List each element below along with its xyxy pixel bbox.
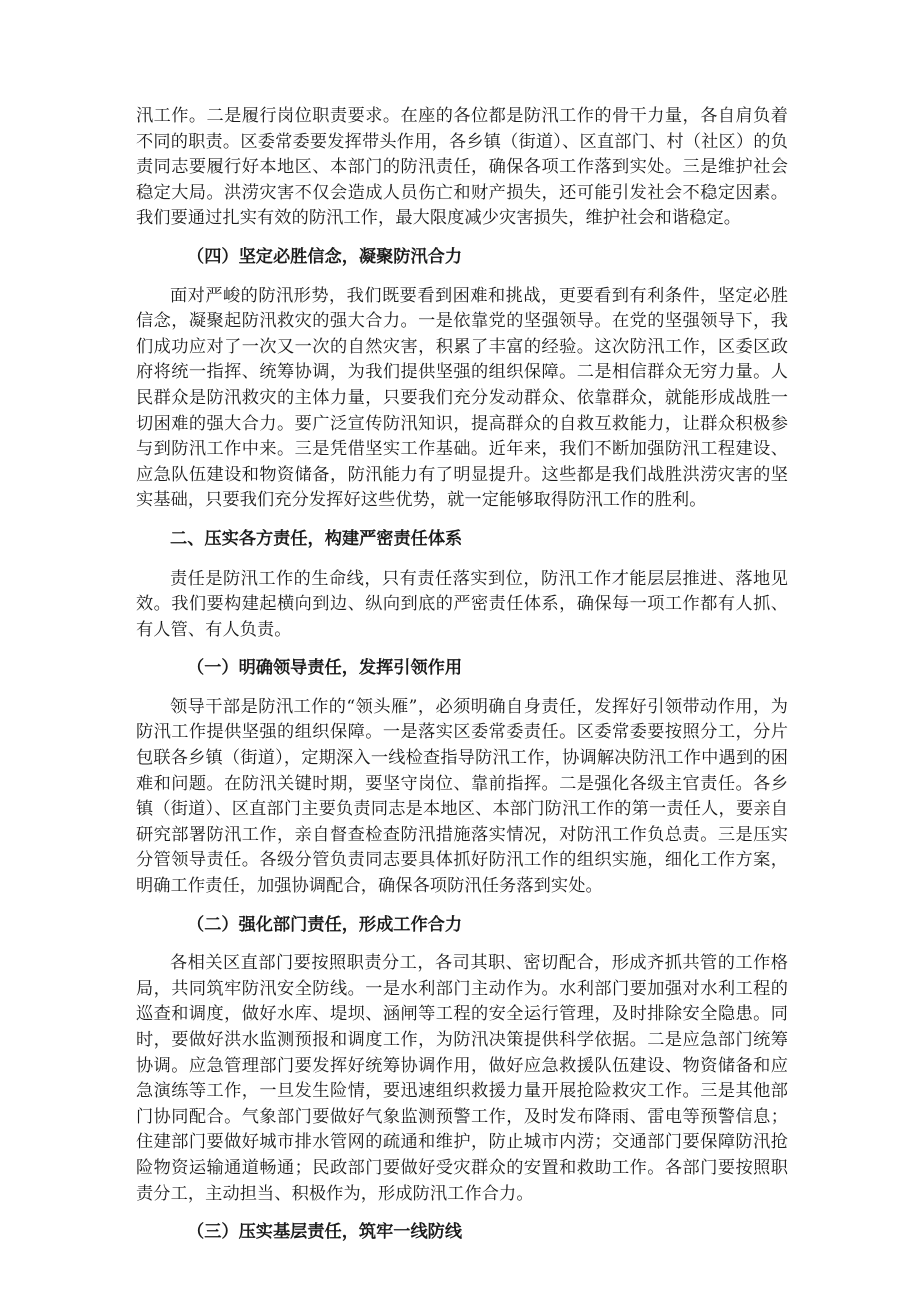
chapter-heading: 二、压实各方责任，构建严密责任体系 (170, 528, 463, 549)
section-heading: （四）坚定必胜信念，凝聚防汛合力 (187, 246, 463, 267)
body-paragraph: 领导干部是防汛工作的“领头雁”，必须明确自身责任，发挥好引领带动作用，为防汛工作提供坚强的组织保障。一是落实区委常委责任。区委常委要按照分工，分片包联各乡镇（街道），定期深入一线检查指导防汛工作，协调解决防汛工作中遇到的困难和问题。在防汛关键时期，要坚守岗位、靠前指挥。二是强化各级主官责任。各乡镇（街道）、区直部门主要负责同志是本地区、本部门防汛工作的第一责任人，要亲自研究部署防汛工作，亲自督查检查防汛措施落实情况，对防汛工作负总责。三是压实分管领导责任。各级分管负责同志要具体抓好防汛工作的组织实施，细化工作方案，明确工作责任，加强协调配合，确保各项防汛任务落到实处。 (136, 696, 788, 897)
body-paragraph: 责任是防汛工作的生命线，只有责任落实到位，防汛工作才能层层推进、落地见效。我们要构建起横向到边、纵向到底的严密责任体系，确保每一项工作都有人抓、有人管、有人负责。 (136, 568, 788, 640)
section-heading: （一）明确领导责任，发挥引领作用 (187, 658, 463, 679)
section-heading: （二）强化部门责任，形成工作合力 (187, 914, 463, 935)
body-paragraph: 汛工作。二是履行岗位职责要求。在座的各位都是防汛工作的骨干力量，各自肩负着不同的职责。区委常委要发挥带头作用，各乡镇（街道）、区直部门、村（社区）的负责同志要履行好本地区、本部门的防汛责任，确保各项工作落到实处。三是维护社会稳定大局。洪涝灾害不仅会造成人员伤亡和财产损失，还可能引发社会不稳定因素。我们要通过扎实有效的防汛工作，最大限度减少灾害损失，维护社会和谐稳定。 (136, 106, 788, 229)
body-paragraph: 面对严峻的防汛形势，我们既要看到困难和挑战，更要看到有利条件，坚定必胜信念，凝聚起防汛救灾的强大合力。一是依靠党的坚强领导。在党的坚强领导下，我们成功应对了一次又一次的自然灾害，积累了丰富的经验。这次防汛工作，区委区政府将统一指挥、统筹协调，为我们提供坚强的组织保障。二是相信群众无穷力量。人民群众是防汛救灾的主体力量，只要我们充分发动群众、依靠群众，就能形成战胜一切困难的强大合力。要广泛宣传防汛知识，提高群众的自救互救能力，让群众积极参与到防汛工作中来。三是凭借坚实工作基础。近年来，我们不断加强防汛工程建设、应急队伍建设和物资储备，防汛能力有了明显提升。这些都是我们战胜洪涝灾害的坚实基础，只要我们充分发挥好这些优势，就一定能够取得防汛工作的胜利。 (136, 285, 788, 511)
section-heading: （三）压实基层责任，筑牢一线防线 (187, 1222, 463, 1243)
document-page (136, 104, 788, 1246)
body-paragraph: 各相关区直部门要按照职责分工，各司其职、密切配合，形成齐抓共管的工作格局，共同筑牢防汛安全防线。一是水利部门主动作为。水利部门要加强对水利工程的巡查和调度，做好水库、堤坝、涵闸等工程的安全运行管理，及时排除安全隐患。同时，要做好洪水监测预报和调度工作，为防汛决策提供科学依据。二是应急部门统筹协调。应急管理部门要发挥好统筹协调作用，做好应急救援队伍建设、物资储备和应急演练等工作，一旦发生险情，要迅速组织救援力量开展抢险救灾工作。三是其他部门协同配合。气象部门要做好气象监测预警工作，及时发布降雨、雷电等预警信息；住建部门要做好城市排水管网的疏通和维护，防止城市内涝；交通部门要保障防汛抢险物资运输通道畅通；民政部门要做好受灾群众的安置和救助工作。各部门要按照职责分工，主动担当、积极作为，形成防汛工作合力。 (136, 953, 788, 1204)
